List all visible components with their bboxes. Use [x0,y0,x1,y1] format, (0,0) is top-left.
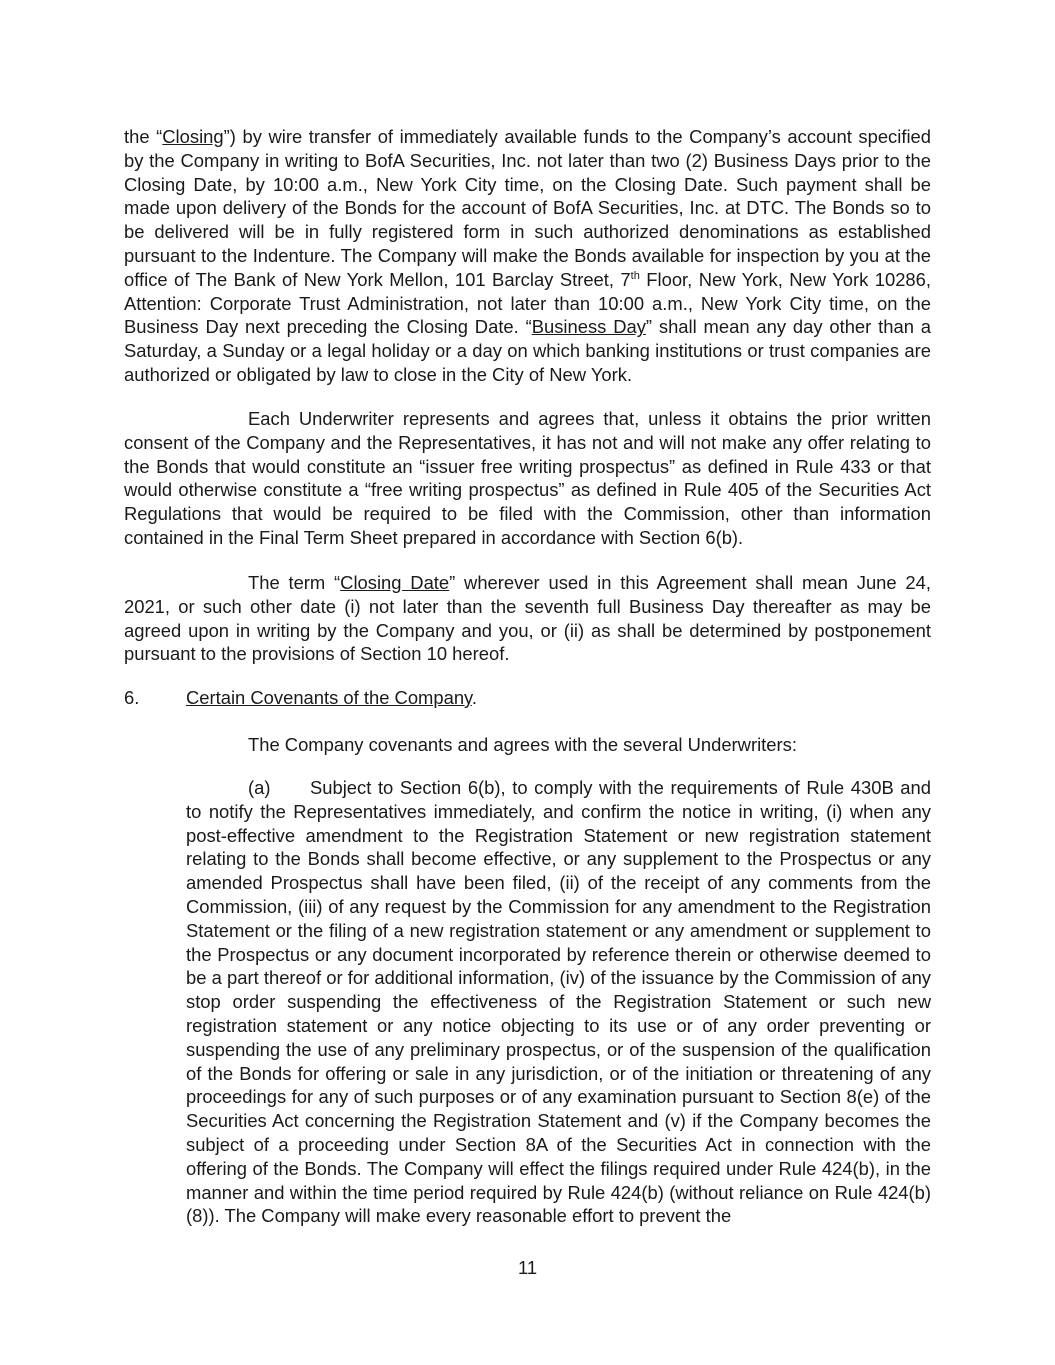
page-number: 11 [517,1257,538,1278]
section-title-text: Certain Covenants of the Company [186,687,472,708]
text-run: The term “ [248,572,341,593]
item-text: Subject to Section 6(b), to comply with the requirements of Rule 430B and to notify the Representatives immediately, and confirm the notice in writing, (i) when any post-effective amendment to the Registration Statement or new registration statement relating to the Bonds shall become effective, or any supplement to the Prospectus or any amended Prospectus shall have been filed, (ii) of the receipt of any comments from the Commission, (iii) of any request by the Commission for any amendment to the Registration Statement or the filing of a new registration statement or any amendment or supplement to the Prospectus or any document incorporated by reference therein or otherwise deemed to be a part thereof or for additional information, (iv) of the issuance by the Commission of any stop order suspending the effectiveness of the Registration Statement or such new registration statement or any notice objecting to its use or of any order preventing or suspending the use of any preliminary prospectus, or of the suspension of the qualification of the Bonds for offering or sale in any jurisdiction, or of the initiation or threatening of any proceedings for any of such purposes or of any examination pursuant to Section 8(e) of the Securities Act concerning the Registration Statement and (v) if the Company becomes the subject of a proceeding under Section 8A of the Securities Act in connection with the offering of the Bonds. The Company will effect the filings required under Rule 424(b), in the manner and within the time period required by Rule 424(b) (without reliance on Rule 424(b)(8)). The Company will make every reasonable effort to prevent the [186,777,931,1227]
section-title [186,686,477,710]
defined-term-closing: Closing [162,126,224,147]
underwriter-representation-paragraph: Each Underwriter represents and agrees that, unless it obtains the prior written consent of the Company and the Representatives, it has not and will not make any offer relating to the Bonds that would constitute an “issuer free writing prospectus” as defined in Rule 433 or that would otherwise constitute a “free writing prospectus” as defined in Rule 405 of the Securities Act Regulations that would be required to be filed with the Commission, other than information contained in the Final Term Sheet prepared in accordance with Section 6(b). [124,408,931,548]
closing-date-paragraph [124,571,931,666]
defined-term-business-day: Business Day [531,316,646,338]
text-run: ” wherever used in this Agreement shall mean June 24, 2021, or such other date (i) not later than the seventh full Business Day thereafter as may be agreed upon in writing by the Company and you, or (ii) as shall be determined by postponement pursuant to the provisions of Section 10 hereof. [124,572,931,665]
covenants-intro: The Company covenants and agrees with the several Underwriters: [248,734,797,755]
defined-term-closing-date: Closing Date [340,572,450,593]
closing-paragraph [124,125,931,387]
section-number: 6. [124,687,140,708]
text-run: the “ [124,126,163,147]
text-run: ” shall mean any day other than a Saturday, a Sunday or a legal holiday or a day on which banking institutions or trust companies are authorized or obligated by law to close in the City of New York. [124,316,931,385]
text-run: Floor, New York, New York 10286, Attention: Corporate Trust Administration, not later than 10:00 a.m., New York City time, on the Business Day next preceding the Closing Date. “ [124,268,931,338]
superscript-th: th [630,269,640,282]
section-title-period: . [471,687,478,708]
text-run: ”) by wire transfer of immediately available funds to the Company’s account specified by the Company in writing to BofA Securities, Inc. not later than two (2) Business Days prior to the Closing Date, by 10:00 a.m., New York City time, on the Closing Date. Such payment shall be made upon delivery of the Bonds for the account of BofA Securities, Inc. at DTC. The Bonds so to be delivered will be in fully registered form in such authorized denominations as established pursuant to the Indenture. The Company will make the Bonds available for inspection by you at the office of The Bank of New York Mellon, 101 Barclay Street, 7 [124,126,931,290]
covenant-item-a [186,776,931,1228]
item-label: (a) [248,777,271,798]
